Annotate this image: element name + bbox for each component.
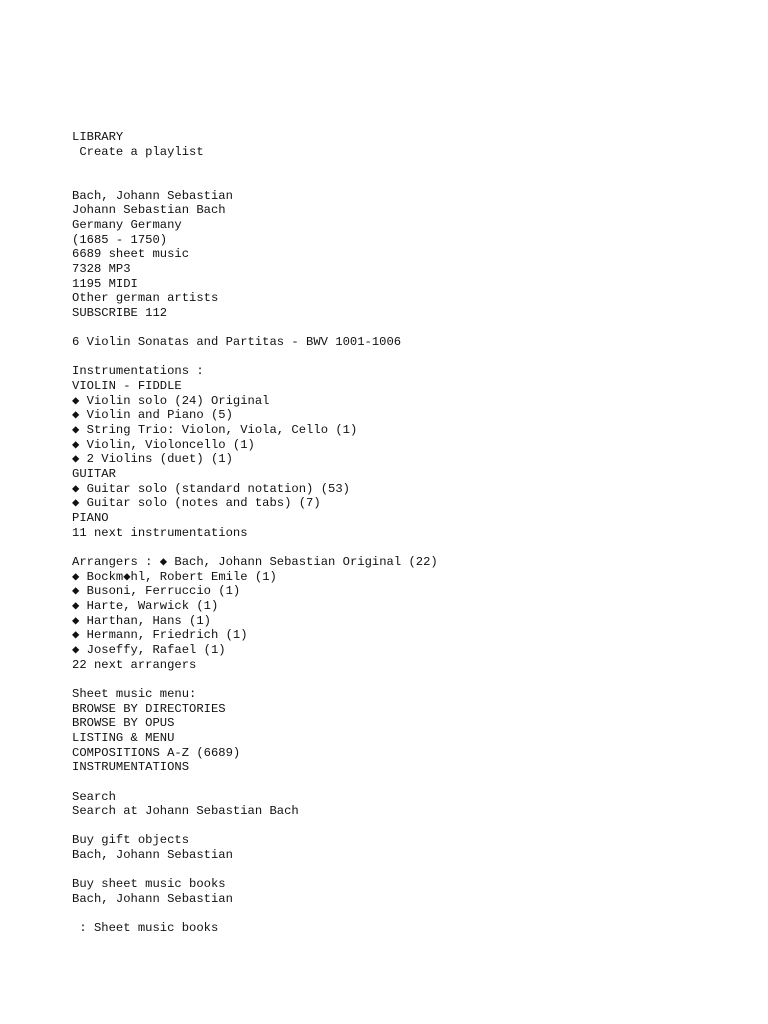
mp3-count-link[interactable]: 7328 MP3 xyxy=(72,261,131,276)
books-section xyxy=(72,877,752,906)
next-instrumentations-link[interactable]: 11 next instrumentations xyxy=(72,525,248,540)
other-german-artists-link[interactable]: Other german artists xyxy=(72,291,219,306)
gift-section xyxy=(72,833,752,862)
menu-browse-opus[interactable]: BROWSE BY OPUS xyxy=(72,716,175,731)
arranger-item[interactable]: Arrangers : ◆ Bach, Johann Sebastian Original (22) xyxy=(72,555,438,570)
gift-artist-link[interactable]: Bach, Johann Sebastian xyxy=(72,848,233,863)
midi-count-link[interactable]: 1195 MIDI xyxy=(72,276,138,291)
spacer xyxy=(72,321,752,336)
artist-full-name: Johann Sebastian Bach xyxy=(72,203,226,218)
sheet-menu-heading: Sheet music menu: xyxy=(72,686,197,701)
create-playlist-link[interactable]: Create a playlist xyxy=(72,144,204,159)
artist-dates: (1685 - 1750) xyxy=(72,232,168,247)
sheet-music-count-link[interactable]: 6689 sheet music xyxy=(72,247,190,262)
gift-label: Buy gift objects xyxy=(72,833,190,848)
instrumentations-section xyxy=(72,364,752,540)
instrumentation-category-violin[interactable]: VIOLIN - FIDDLE xyxy=(72,379,182,394)
spacer xyxy=(72,819,752,834)
spacer xyxy=(72,907,752,922)
spacer xyxy=(72,672,752,687)
subscribe-button[interactable]: SUBSCRIBE 112 xyxy=(72,305,168,320)
books-artist-link[interactable]: Bach, Johann Sebastian xyxy=(72,892,233,907)
instrumentation-item[interactable]: ◆ Violin solo (24) Original xyxy=(72,393,270,408)
instrumentations-heading: Instrumentations : xyxy=(72,364,204,379)
arranger-item[interactable]: ◆ Hermann, Friedrich (1) xyxy=(72,628,248,643)
instrumentation-item[interactable]: ◆ Guitar solo (notes and tabs) (7) xyxy=(72,496,321,511)
menu-compositions-az[interactable]: COMPOSITIONS A-Z (6689) xyxy=(72,745,241,760)
arranger-item[interactable]: ◆ Harthan, Hans (1) xyxy=(72,613,211,628)
sheet-music-menu xyxy=(72,687,752,775)
spacer xyxy=(72,159,752,188)
spacer xyxy=(72,863,752,878)
arranger-item[interactable]: ◆ Joseffy, Rafael (1) xyxy=(72,642,226,657)
instrumentation-category-guitar[interactable]: GUITAR xyxy=(72,467,116,482)
instrumentation-item[interactable]: ◆ String Trio: Violon, Viola, Cello (1) xyxy=(72,423,358,438)
artist-name: Bach, Johann Sebastian xyxy=(72,188,233,203)
arrangers-section xyxy=(72,555,752,672)
instrumentation-item[interactable]: ◆ Violin and Piano (5) xyxy=(72,408,233,423)
instrumentation-item[interactable]: ◆ Guitar solo (standard notation) (53) xyxy=(72,481,350,496)
sheet-music-books-link[interactable]: : Sheet music books xyxy=(72,921,219,936)
menu-instrumentations[interactable]: INSTRUMENTATIONS xyxy=(72,760,190,775)
arranger-item[interactable]: ◆ Busoni, Ferruccio (1) xyxy=(72,584,241,599)
books-label: Buy sheet music books xyxy=(72,877,226,892)
search-artist-link[interactable]: Search at Johann Sebastian Bach xyxy=(72,804,299,819)
arranger-item[interactable]: ◆ Bockm◆hl, Robert Emile (1) xyxy=(72,569,277,584)
search-section xyxy=(72,790,752,819)
menu-browse-directories[interactable]: BROWSE BY DIRECTORIES xyxy=(72,701,226,716)
library-link[interactable]: LIBRARY xyxy=(72,130,124,144)
spacer xyxy=(72,775,752,790)
spacer xyxy=(72,350,752,365)
instrumentation-item[interactable]: ◆ Violin, Violoncello (1) xyxy=(72,437,255,452)
document-body xyxy=(72,130,752,936)
next-arrangers-link[interactable]: 22 next arrangers xyxy=(72,657,197,672)
artist-info xyxy=(72,189,752,321)
menu-listing[interactable]: LISTING & MENU xyxy=(72,730,175,745)
spacer xyxy=(72,540,752,555)
search-label: Search xyxy=(72,789,116,804)
instrumentation-item[interactable]: ◆ 2 Violins (duet) (1) xyxy=(72,452,233,467)
instrumentation-category-piano[interactable]: PIANO xyxy=(72,511,109,526)
work-title: 6 Violin Sonatas and Partitas - BWV 1001-1006 xyxy=(72,335,402,350)
artist-country: Germany Germany xyxy=(72,217,182,232)
arranger-item[interactable]: ◆ Harte, Warwick (1) xyxy=(72,598,219,613)
